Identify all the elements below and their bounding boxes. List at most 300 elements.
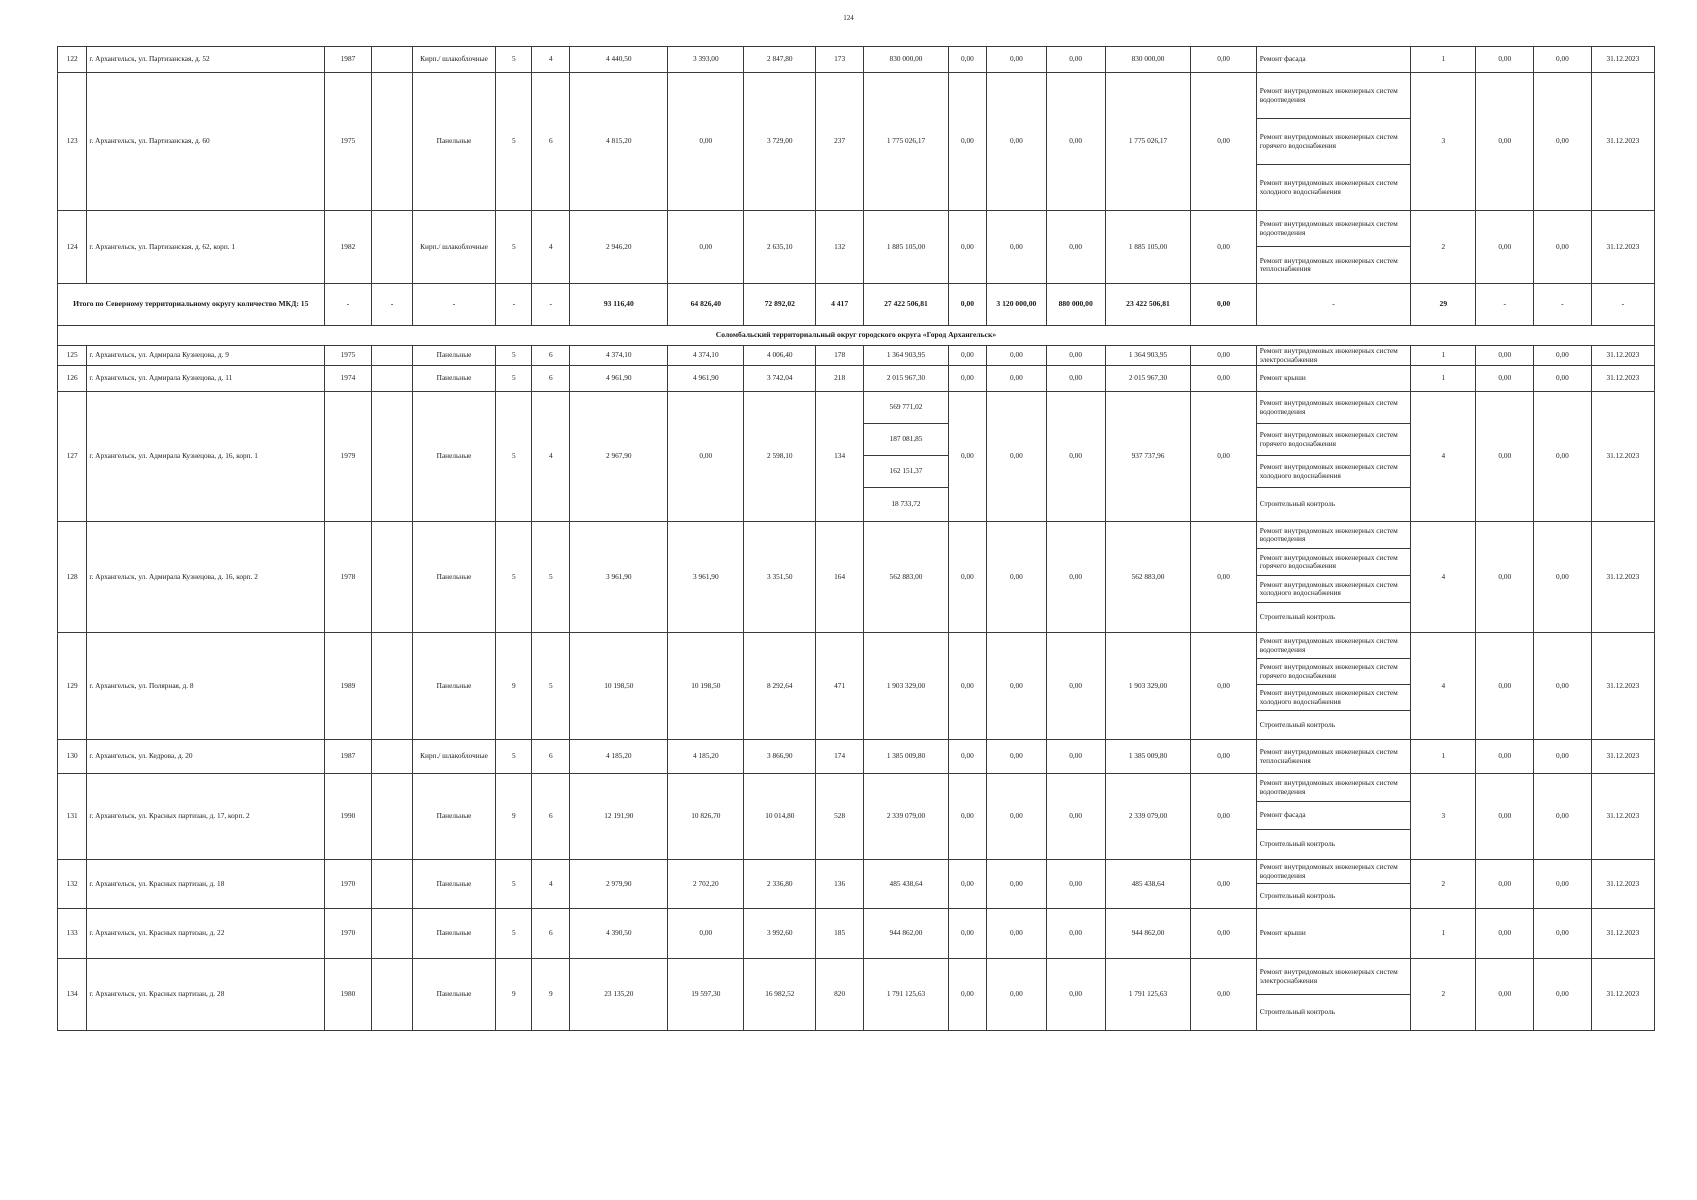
residents-cell: 173	[816, 47, 864, 73]
floors-cell: 5	[496, 860, 532, 909]
fund-federal-cell: 0,00	[948, 47, 986, 73]
fund-regional-cell: 0,00	[986, 909, 1046, 959]
year-cell: 1987	[324, 740, 372, 774]
work-type-cell: Строительный контроль	[1256, 884, 1410, 909]
extra-value-cell: 0,00	[1476, 959, 1534, 1031]
extra-value-cell: 0,00	[1476, 47, 1534, 73]
fund-other-cell: 0,00	[1191, 774, 1256, 860]
fund-local-cell: 0,00	[1046, 959, 1105, 1031]
floors-cell: 5	[496, 392, 532, 522]
fund-local-cell: 0,00	[1046, 860, 1105, 909]
capital-repair-table	[57, 46, 1655, 1031]
living-area-cell: 10 014,80	[744, 774, 816, 860]
completion-date-cell: 31.12.2023	[1591, 522, 1654, 633]
fund-owners-cell: 1 885 105,00	[1105, 211, 1191, 284]
entrances-cell: 5	[532, 522, 570, 633]
total-area-cell: 4 961,90	[570, 366, 668, 392]
work-type-cell: Ремонт внутридомовых инженерных систем горячего водоснабжения	[1256, 424, 1410, 456]
work-type-cell: Ремонт внутридомовых инженерных систем холодного водоснабжения	[1256, 165, 1410, 211]
fund-local-cell: 0,00	[1046, 366, 1105, 392]
entrances-cell: 4	[532, 860, 570, 909]
total-area-cell: 4 815,20	[570, 73, 668, 211]
fund-local-cell: 0,00	[1046, 774, 1105, 860]
total-z1-cell: -	[1476, 284, 1534, 326]
wall-material-cell: Кирп./ шлакоблочные	[412, 211, 496, 284]
address-cell: г. Архангельск, ул. Адмирала Кузнецова, д. 16, корп. 1	[87, 392, 324, 522]
repair-cost-cell: 562 883,00	[864, 522, 949, 633]
entrances-cell: 4	[532, 211, 570, 284]
extra-value-cell: 0,00	[1476, 909, 1534, 959]
fund-owners-cell: 2 339 079,00	[1105, 774, 1191, 860]
address-cell: г. Архангельск, ул. Адмирала Кузнецова, д. 11	[87, 366, 324, 392]
fund-other-cell: 0,00	[1191, 860, 1256, 909]
empty-cell	[372, 909, 412, 959]
extra-value-cell: 0,00	[1534, 47, 1592, 73]
work-type-cell: Ремонт внутридомовых инженерных систем теплоснабжения	[1256, 740, 1410, 774]
table-row	[58, 366, 1655, 392]
table-row	[58, 522, 1655, 549]
floors-cell: 5	[496, 522, 532, 633]
empty-cell	[372, 633, 412, 740]
work-type-cell: Ремонт внутридомовых инженерных систем теплоснабжения	[1256, 247, 1410, 284]
empty-cell	[372, 959, 412, 1031]
year-cell: 1974	[324, 366, 372, 392]
extra-value-cell: 0,00	[1476, 522, 1534, 633]
total-nw-cell: 29	[1411, 284, 1476, 326]
entrances-cell: 6	[532, 774, 570, 860]
entrances-cell: 9	[532, 959, 570, 1031]
total-area-cell: 2 979,90	[570, 860, 668, 909]
fund-other-cell: 0,00	[1191, 633, 1256, 740]
fund-owners-cell: 830 000,00	[1105, 47, 1191, 73]
empty-cell	[372, 73, 412, 211]
fund-regional-cell: 0,00	[986, 392, 1046, 522]
work-type-cell: Ремонт внутридомовых инженерных систем водоотведения	[1256, 73, 1410, 119]
extra-value-cell: 0,00	[1476, 211, 1534, 284]
extra-value-cell: 0,00	[1476, 366, 1534, 392]
work-type-cell: Строительный контроль	[1256, 603, 1410, 633]
empty-cell	[372, 774, 412, 860]
empty-cell	[372, 522, 412, 633]
table-row	[58, 211, 1655, 247]
fund-local-cell: 0,00	[1046, 346, 1105, 366]
completion-date-cell: 31.12.2023	[1591, 211, 1654, 284]
residents-cell: 178	[816, 346, 864, 366]
completion-date-cell: 31.12.2023	[1591, 392, 1654, 522]
repair-cost-cell: 2 015 967,30	[864, 366, 949, 392]
fund-federal-cell: 0,00	[948, 959, 986, 1031]
row-number: 126	[58, 366, 87, 392]
floors-cell: 5	[496, 909, 532, 959]
wall-material-cell: Кирп./ шлакоблочные	[412, 740, 496, 774]
living-area-cell: 3 729,00	[744, 73, 816, 211]
table-row	[58, 959, 1655, 995]
extra-value-cell: 0,00	[1534, 522, 1592, 633]
work-type-cell: Ремонт внутридомовых инженерных систем водоотведения	[1256, 860, 1410, 884]
work-type-cell: Ремонт внутридомовых инженерных систем водоотведения	[1256, 211, 1410, 247]
completion-date-cell: 31.12.2023	[1591, 633, 1654, 740]
fund-federal-cell: 0,00	[948, 211, 986, 284]
total-f1-cell: 0,00	[948, 284, 986, 326]
empty-cell	[372, 47, 412, 73]
fund-other-cell: 0,00	[1191, 211, 1256, 284]
floors-cell: 9	[496, 959, 532, 1031]
empty-cell	[372, 211, 412, 284]
repair-cost-cell: 569 771,02	[864, 392, 949, 424]
total-area-cell: 12 191,90	[570, 774, 668, 860]
completion-date-cell: 31.12.2023	[1591, 860, 1654, 909]
residential-area-cell: 19 597,30	[668, 959, 744, 1031]
works-count-cell: 1	[1411, 740, 1476, 774]
fund-regional-cell: 0,00	[986, 774, 1046, 860]
works-count-cell: 2	[1411, 959, 1476, 1031]
living-area-cell: 2 336,80	[744, 860, 816, 909]
extra-value-cell: 0,00	[1534, 860, 1592, 909]
total-area-cell: 3 961,90	[570, 522, 668, 633]
fund-federal-cell: 0,00	[948, 774, 986, 860]
residents-cell: 820	[816, 959, 864, 1031]
repair-cost-cell: 18 733,72	[864, 488, 949, 522]
works-count-cell: 4	[1411, 392, 1476, 522]
address-cell: г. Архангельск, ул. Партизанская, д. 52	[87, 47, 324, 73]
floors-cell: 5	[496, 346, 532, 366]
year-cell: 1970	[324, 909, 372, 959]
work-type-cell: Строительный контроль	[1256, 488, 1410, 522]
year-cell: 1990	[324, 774, 372, 860]
total-area-cell: 10 198,50	[570, 633, 668, 740]
empty-cell	[372, 366, 412, 392]
fund-other-cell: 0,00	[1191, 959, 1256, 1031]
fund-federal-cell: 0,00	[948, 909, 986, 959]
address-cell: г. Архангельск, ул. Партизанская, д. 60	[87, 73, 324, 211]
work-type-cell: Ремонт внутридомовых инженерных систем холодного водоснабжения	[1256, 576, 1410, 603]
residents-cell: 134	[816, 392, 864, 522]
fund-owners-cell: 937 737,96	[1105, 392, 1191, 522]
residential-area-cell: 4 961,90	[668, 366, 744, 392]
wall-material-cell: Панельные	[412, 860, 496, 909]
floors-cell: 5	[496, 47, 532, 73]
fund-regional-cell: 0,00	[986, 633, 1046, 740]
empty-cell	[372, 392, 412, 522]
work-type-cell: Строительный контроль	[1256, 830, 1410, 860]
residential-area-cell: 0,00	[668, 73, 744, 211]
work-type-cell: Ремонт внутридомовых инженерных систем холодного водоснабжения	[1256, 685, 1410, 711]
table-row	[58, 774, 1655, 802]
works-count-cell: 1	[1411, 346, 1476, 366]
total-date-cell: -	[1591, 284, 1654, 326]
extra-value-cell: 0,00	[1534, 346, 1592, 366]
fund-regional-cell: 0,00	[986, 860, 1046, 909]
residents-cell: 136	[816, 860, 864, 909]
work-type-cell: Строительный контроль	[1256, 711, 1410, 740]
year-cell: 1987	[324, 47, 372, 73]
completion-date-cell: 31.12.2023	[1591, 740, 1654, 774]
fund-owners-cell: 1 775 026,17	[1105, 73, 1191, 211]
living-area-cell: 3 351,50	[744, 522, 816, 633]
fund-regional-cell: 0,00	[986, 211, 1046, 284]
extra-value-cell: 0,00	[1534, 959, 1592, 1031]
extra-value-cell: 0,00	[1534, 366, 1592, 392]
fund-owners-cell: 562 883,00	[1105, 522, 1191, 633]
residential-area-cell: 10 198,50	[668, 633, 744, 740]
living-area-cell: 2 598,10	[744, 392, 816, 522]
total-area-cell: 4 440,50	[570, 47, 668, 73]
total-cost-cell: 27 422 506,81	[864, 284, 949, 326]
work-type-cell: Ремонт внутридомовых инженерных систем водоотведения	[1256, 633, 1410, 659]
living-area-cell: 16 982,52	[744, 959, 816, 1031]
total-ent-cell: -	[532, 284, 570, 326]
floors-cell: 9	[496, 633, 532, 740]
entrances-cell: 6	[532, 366, 570, 392]
total-label: Итого по Северному территориальному округу количество МКД: 15	[58, 284, 325, 326]
year-cell: 1989	[324, 633, 372, 740]
work-type-cell: Ремонт внутридомовых инженерных систем горячего водоснабжения	[1256, 659, 1410, 685]
table-row	[58, 392, 1655, 424]
completion-date-cell: 31.12.2023	[1591, 959, 1654, 1031]
fund-local-cell: 0,00	[1046, 211, 1105, 284]
work-type-cell: Ремонт внутридомовых инженерных систем водоотведения	[1256, 774, 1410, 802]
table-row	[58, 346, 1655, 366]
fund-owners-cell: 1 903 329,00	[1105, 633, 1191, 740]
works-count-cell: 3	[1411, 774, 1476, 860]
entrances-cell: 4	[532, 392, 570, 522]
fund-owners-cell: 485 438,64	[1105, 860, 1191, 909]
completion-date-cell: 31.12.2023	[1591, 909, 1654, 959]
fund-federal-cell: 0,00	[948, 366, 986, 392]
wall-material-cell: Панельные	[412, 73, 496, 211]
extra-value-cell: 0,00	[1476, 633, 1534, 740]
completion-date-cell: 31.12.2023	[1591, 47, 1654, 73]
work-type-cell: Ремонт внутридомовых инженерных систем электроснабжения	[1256, 346, 1410, 366]
fund-other-cell: 0,00	[1191, 909, 1256, 959]
fund-local-cell: 0,00	[1046, 909, 1105, 959]
living-area-cell: 3 866,90	[744, 740, 816, 774]
repair-cost-cell: 1 791 125,63	[864, 959, 949, 1031]
repair-cost-cell: 1 385 009,80	[864, 740, 949, 774]
fund-regional-cell: 0,00	[986, 366, 1046, 392]
living-area-cell: 3 992,60	[744, 909, 816, 959]
year-cell: 1975	[324, 346, 372, 366]
extra-value-cell: 0,00	[1476, 774, 1534, 860]
total-row	[58, 284, 1655, 326]
total-a2-cell: 64 826,40	[668, 284, 744, 326]
year-cell: 1980	[324, 959, 372, 1031]
living-area-cell: 2 847,80	[744, 47, 816, 73]
work-type-cell: Ремонт внутридомовых инженерных систем горячего водоснабжения	[1256, 549, 1410, 576]
fund-regional-cell: 0,00	[986, 522, 1046, 633]
row-number: 133	[58, 909, 87, 959]
address-cell: г. Архангельск, ул. Адмирала Кузнецова, д. 16, корп. 2	[87, 522, 324, 633]
extra-value-cell: 0,00	[1476, 740, 1534, 774]
extra-value-cell: 0,00	[1534, 633, 1592, 740]
total-a3-cell: 72 892,02	[744, 284, 816, 326]
total-f5-cell: 0,00	[1191, 284, 1256, 326]
total-area-cell: 4 374,10	[570, 346, 668, 366]
residential-area-cell: 4 374,10	[668, 346, 744, 366]
total-f4-cell: 23 422 506,81	[1105, 284, 1191, 326]
entrances-cell: 4	[532, 47, 570, 73]
repair-cost-cell: 1 364 903,95	[864, 346, 949, 366]
fund-federal-cell: 0,00	[948, 392, 986, 522]
fund-local-cell: 0,00	[1046, 633, 1105, 740]
row-number: 130	[58, 740, 87, 774]
floors-cell: 5	[496, 73, 532, 211]
fund-local-cell: 0,00	[1046, 392, 1105, 522]
fund-local-cell: 0,00	[1046, 73, 1105, 211]
fund-federal-cell: 0,00	[948, 346, 986, 366]
residential-area-cell: 0,00	[668, 392, 744, 522]
wall-material-cell: Панельные	[412, 909, 496, 959]
entrances-cell: 6	[532, 740, 570, 774]
total-area-cell: 2 946,20	[570, 211, 668, 284]
fund-other-cell: 0,00	[1191, 47, 1256, 73]
fund-other-cell: 0,00	[1191, 346, 1256, 366]
total-a1-cell: 93 116,40	[570, 284, 668, 326]
repair-cost-cell: 830 000,00	[864, 47, 949, 73]
floors-cell: 9	[496, 774, 532, 860]
wall-material-cell: Панельные	[412, 392, 496, 522]
works-count-cell: 4	[1411, 522, 1476, 633]
empty-cell	[372, 346, 412, 366]
total-fl-cell: -	[496, 284, 532, 326]
total-res-cell: 4 417	[816, 284, 864, 326]
empty-cell	[372, 860, 412, 909]
entrances-cell: 6	[532, 73, 570, 211]
address-cell: г. Архангельск, ул. Адмирала Кузнецова, д. 9	[87, 346, 324, 366]
table-row	[58, 633, 1655, 659]
total-area-cell: 4 390,50	[570, 909, 668, 959]
address-cell: г. Архангельск, ул. Красных партизан, д. 18	[87, 860, 324, 909]
repair-cost-cell: 944 862,00	[864, 909, 949, 959]
extra-value-cell: 0,00	[1534, 73, 1592, 211]
residents-cell: 132	[816, 211, 864, 284]
address-cell: г. Архангельск, ул. Полярная, д. 8	[87, 633, 324, 740]
address-cell: г. Архангельск, ул. Партизанская, д. 62, корп. 1	[87, 211, 324, 284]
year-cell: 1978	[324, 522, 372, 633]
fund-other-cell: 0,00	[1191, 740, 1256, 774]
address-cell: г. Архангельск, ул. Кедрова, д. 20	[87, 740, 324, 774]
extra-value-cell: 0,00	[1534, 740, 1592, 774]
work-type-cell: Ремонт внутридомовых инженерных систем горячего водоснабжения	[1256, 119, 1410, 165]
fund-other-cell: 0,00	[1191, 522, 1256, 633]
repair-cost-cell: 1 903 329,00	[864, 633, 949, 740]
fund-owners-cell: 2 015 967,30	[1105, 366, 1191, 392]
entrances-cell: 6	[532, 909, 570, 959]
work-type-cell: Ремонт внутридомовых инженерных систем водоотведения	[1256, 392, 1410, 424]
table-row	[58, 909, 1655, 959]
fund-federal-cell: 0,00	[948, 740, 986, 774]
fund-regional-cell: 0,00	[986, 740, 1046, 774]
repair-cost-cell: 162 151,37	[864, 456, 949, 488]
works-count-cell: 1	[1411, 909, 1476, 959]
works-count-cell: 4	[1411, 633, 1476, 740]
total-c3-cell: -	[372, 284, 412, 326]
fund-federal-cell: 0,00	[948, 522, 986, 633]
wall-material-cell: Кирп./ шлакоблочные	[412, 47, 496, 73]
wall-material-cell: Панельные	[412, 522, 496, 633]
page-number: 124	[843, 14, 854, 22]
living-area-cell: 8 292,64	[744, 633, 816, 740]
fund-other-cell: 0,00	[1191, 392, 1256, 522]
fund-regional-cell: 0,00	[986, 959, 1046, 1031]
residential-area-cell: 0,00	[668, 909, 744, 959]
residents-cell: 528	[816, 774, 864, 860]
fund-owners-cell: 1 364 903,95	[1105, 346, 1191, 366]
fund-owners-cell: 1 385 009,80	[1105, 740, 1191, 774]
residential-area-cell: 4 185,20	[668, 740, 744, 774]
total-area-cell: 23 135,20	[570, 959, 668, 1031]
residents-cell: 185	[816, 909, 864, 959]
residents-cell: 174	[816, 740, 864, 774]
row-number: 128	[58, 522, 87, 633]
fund-local-cell: 0,00	[1046, 522, 1105, 633]
work-type-cell: Ремонт фасада	[1256, 47, 1410, 73]
row-number: 131	[58, 774, 87, 860]
works-count-cell: 2	[1411, 211, 1476, 284]
works-count-cell: 2	[1411, 860, 1476, 909]
residents-cell: 164	[816, 522, 864, 633]
fund-federal-cell: 0,00	[948, 633, 986, 740]
repair-cost-cell: 1 885 105,00	[864, 211, 949, 284]
repair-cost-cell: 1 775 026,17	[864, 73, 949, 211]
table-row	[58, 73, 1655, 119]
total-mat-cell: -	[412, 284, 496, 326]
living-area-cell: 2 635,10	[744, 211, 816, 284]
residential-area-cell: 3 393,00	[668, 47, 744, 73]
total-area-cell: 4 185,20	[570, 740, 668, 774]
living-area-cell: 4 006,40	[744, 346, 816, 366]
work-type-cell: Ремонт крыши	[1256, 909, 1410, 959]
entrances-cell: 5	[532, 633, 570, 740]
wall-material-cell: Панельные	[412, 633, 496, 740]
fund-federal-cell: 0,00	[948, 860, 986, 909]
row-number: 125	[58, 346, 87, 366]
total-works-cell: -	[1256, 284, 1410, 326]
extra-value-cell: 0,00	[1476, 392, 1534, 522]
year-cell: 1982	[324, 211, 372, 284]
residential-area-cell: 0,00	[668, 211, 744, 284]
completion-date-cell: 31.12.2023	[1591, 346, 1654, 366]
living-area-cell: 3 742,04	[744, 366, 816, 392]
residents-cell: 237	[816, 73, 864, 211]
extra-value-cell: 0,00	[1476, 860, 1534, 909]
total-z2-cell: -	[1534, 284, 1592, 326]
fund-other-cell: 0,00	[1191, 366, 1256, 392]
work-type-cell: Ремонт фасада	[1256, 802, 1410, 830]
empty-cell	[372, 740, 412, 774]
residents-cell: 471	[816, 633, 864, 740]
extra-value-cell: 0,00	[1534, 211, 1592, 284]
total-year-cell: -	[324, 284, 372, 326]
work-type-cell: Ремонт внутридомовых инженерных систем холодного водоснабжения	[1256, 456, 1410, 488]
row-number: 122	[58, 47, 87, 73]
floors-cell: 5	[496, 211, 532, 284]
year-cell: 1975	[324, 73, 372, 211]
row-number: 127	[58, 392, 87, 522]
row-number: 123	[58, 73, 87, 211]
address-cell: г. Архангельск, ул. Красных партизан, д. 22	[87, 909, 324, 959]
row-number: 132	[58, 860, 87, 909]
fund-other-cell: 0,00	[1191, 73, 1256, 211]
repair-cost-cell: 2 339 079,00	[864, 774, 949, 860]
fund-regional-cell: 0,00	[986, 47, 1046, 73]
wall-material-cell: Панельные	[412, 774, 496, 860]
floors-cell: 5	[496, 740, 532, 774]
fund-regional-cell: 0,00	[986, 346, 1046, 366]
year-cell: 1970	[324, 860, 372, 909]
total-area-cell: 2 967,90	[570, 392, 668, 522]
extra-value-cell: 0,00	[1534, 392, 1592, 522]
